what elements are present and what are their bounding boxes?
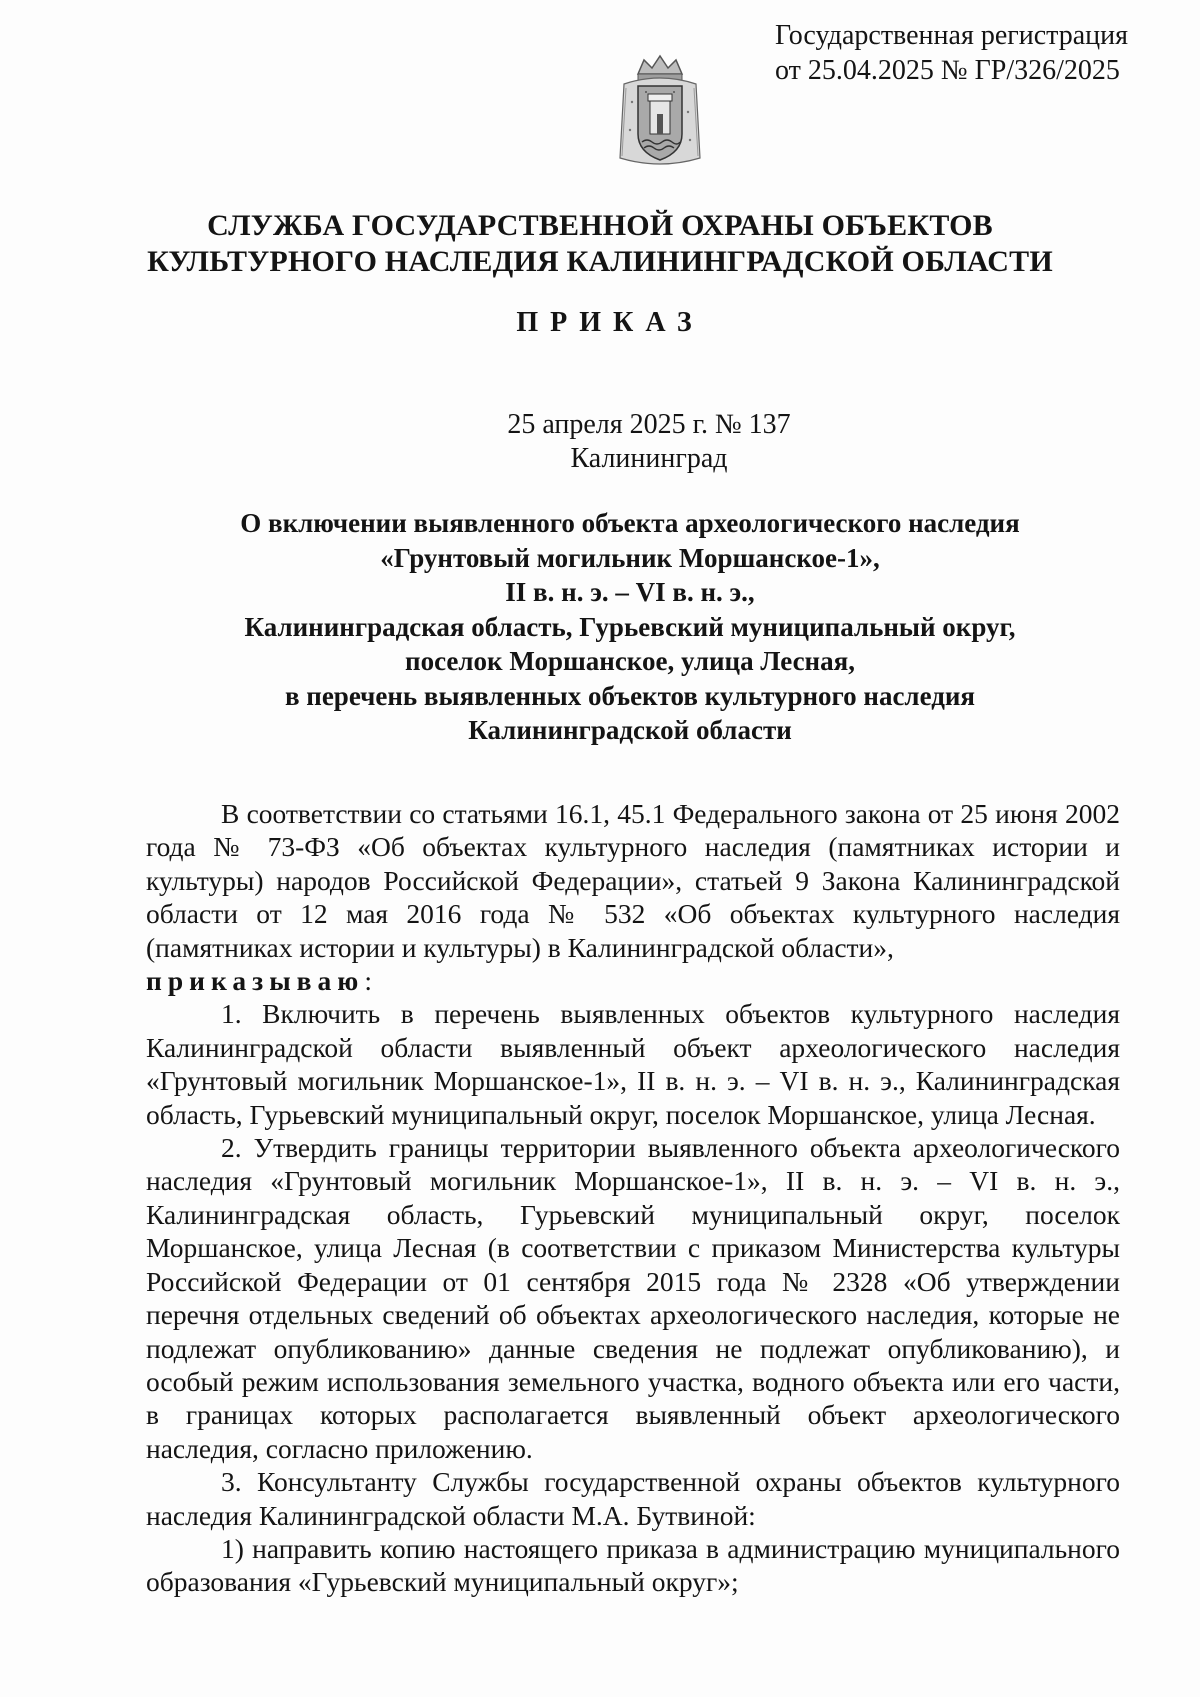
agency-name-line-2: КУЛЬТУРНОГО НАСЛЕДИЯ КАЛИНИНГРАДСКОЙ ОБЛАСТИ	[147, 245, 1053, 278]
document-date-block	[0, 408, 1200, 476]
registration-line-2: от 25.04.2025 № ГР/326/2025	[775, 55, 1120, 86]
preamble-text: В соответствии со статьями 16.1, 45.1 Федерального закона от 25 июня 2002 года № 73-ФЗ «Об объектах культурного наследия (памятниках истории и культуры) народов Российской Федерации», статьей 9 Закона Калининградской области от 12 мая 2016 года № 532 «Об объектах культурного наследия (памятниках истории и культуры) в Калининградской области»,	[146, 798, 1120, 963]
document-body	[146, 797, 1120, 1599]
document-date-number: 25 апреля 2025 г. № 137	[507, 409, 791, 440]
agency-name-line-1: СЛУЖБА ГОСУДАРСТВЕННОЙ ОХРАНЫ ОБЪЕКТОВ	[207, 209, 993, 242]
paragraph-item-3: 3. Консультанту Службы государственной охраны объектов культурного наследия Калининградской области М.А. Бутвиной:	[146, 1466, 1120, 1531]
paragraph-item-3-1: 1) направить копию настоящего приказа в администрацию муниципального образования «Гурьевский муниципальный округ»;	[146, 1532, 1120, 1598]
order-colon: :	[364, 965, 372, 997]
subject-line: «Грунтовый могильник Моршанское-1»,	[380, 542, 880, 573]
preamble-paragraph	[146, 797, 1120, 997]
agency-name	[0, 208, 1200, 280]
subject-line: II в. н. э. – VI в. н. э.,	[505, 577, 755, 607]
paragraph-item-1: 1. Включить в перечень выявленных объектов культурного наследия Калининградской области выявленный объект археологического наследия «Грунтовый могильник Моршанское-1», II в. н. э. – VI в. н. э., Калининградская область, Гурьевский муниципальный округ, поселок Моршанское, улица Лесная.	[146, 998, 1120, 1130]
document-city: Калининград	[570, 443, 728, 474]
subject-line: поселок Моршанское, улица Лесная,	[405, 646, 855, 676]
registration-line-1: Государственная регистрация	[775, 20, 1128, 51]
order-word: приказываю	[146, 965, 365, 997]
document-subject	[0, 506, 1200, 748]
paragraph-item-2: 2. Утвердить границы территории выявленного объекта археологического наследия «Грунтовый могильник Моршанское-1», II в. н. э. – VI в. н. э., Калининградская область, Гурьевский муниципальный округ, поселок Моршанское, улица Лесная (в соответствии с приказом Министерства культуры Российской Федерации от 01 сентября 2015 года № 2328 «Об утверждении перечня отдельных сведений об объектах археологического наследия, которые не подлежат опубликованию» данные сведения не подлежат опубликованию), и особый режим использования земельного участка, водного объекта или его части, в границах которых располагается выявленный объект археологического наследия, согласно приложению.	[146, 1132, 1120, 1464]
subject-line: в перечень выявленных объектов культурного наследия	[284, 680, 976, 711]
subject-line: Калининградской области	[468, 715, 792, 745]
coat-of-arms-icon	[616, 52, 704, 172]
subject-line: Калининградская область, Гурьевский муниципальный округ,	[244, 611, 1016, 642]
document-type-title: ПРИКАЗ	[516, 307, 704, 338]
subject-line: О включении выявленного объекта археологического наследия	[240, 508, 1020, 538]
registration-stamp	[775, 18, 1128, 88]
